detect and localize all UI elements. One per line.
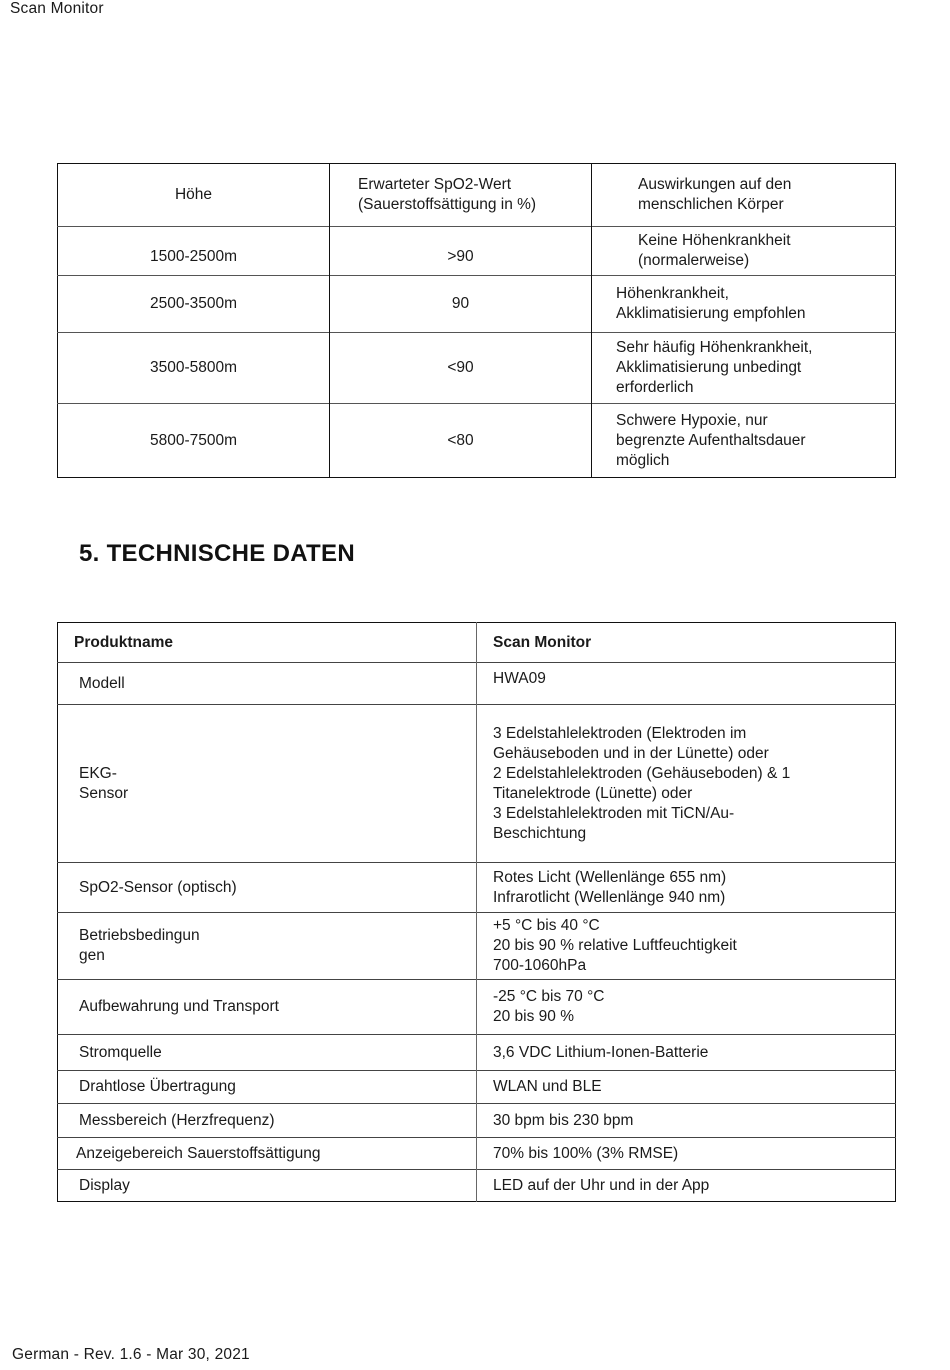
altitude-cell: 2500-3500m: [58, 276, 330, 333]
spec-key: SpO2-Sensor (optisch): [58, 863, 477, 913]
spo2-cell: >90: [330, 227, 592, 276]
altitude-spo2-table: [57, 163, 896, 478]
document-header-title: Scan Monitor: [10, 0, 104, 17]
effect-cell: Keine Höhenkrankheit (normalerweise): [592, 227, 896, 276]
table-row: [58, 1170, 896, 1202]
header-cell-altitude: Höhe: [174, 186, 213, 203]
spec-key: Betriebsbedingun gen: [58, 913, 477, 980]
spec-value: -25 °C bis 70 °C 20 bis 90 %: [477, 980, 896, 1035]
table-row: [58, 1071, 896, 1104]
altitude-cell: 1500-2500m: [58, 227, 330, 276]
spec-key: Anzeigebereich Sauerstoffsättigung: [58, 1138, 477, 1170]
header-cell-expected-spo2: Erwarteter SpO2-Wert (Sauerstoffsättigung in %): [330, 164, 592, 227]
spec-key: EKG- Sensor: [58, 705, 477, 863]
table-row: [58, 1104, 896, 1138]
header-cell-effects: Auswirkungen auf den menschlichen Körper: [592, 164, 896, 227]
spec-value: 70% bis 100% (3% RMSE): [477, 1138, 896, 1170]
effect-cell: Sehr häufig Höhenkrankheit, Akklimatisierung unbedingt erforderlich: [592, 333, 896, 404]
spec-value: +5 °C bis 40 °C 20 bis 90 % relative Luftfeuchtigkeit 700-1060hPa: [477, 913, 896, 980]
table-row: [58, 276, 896, 333]
spec-key: Display: [58, 1170, 477, 1202]
table-header-row: [58, 164, 896, 227]
spec-value: WLAN und BLE: [477, 1071, 896, 1104]
header-cell-product-value: Scan Monitor: [477, 623, 896, 663]
table-row: [58, 705, 896, 863]
header-cell-product-name: Produktname: [74, 633, 174, 651]
spo2-cell: <80: [330, 404, 592, 478]
spec-value: 3 Edelstahlelektroden (Elektroden im Gehäuseboden und in der Lünette) oder 2 Edelstahlelektroden (Gehäuseboden) & 1 Titanelektrode (Lünette) oder 3 Edelstahlelektroden mit TiCN/Au- Beschichtung: [477, 705, 896, 863]
table-row: [58, 980, 896, 1035]
spo2-cell: <90: [330, 333, 592, 404]
table-row: [58, 663, 896, 705]
effect-cell: Höhenkrankheit, Akklimatisierung empfohlen: [592, 276, 896, 333]
table-row: [58, 863, 896, 913]
table-row: [58, 333, 896, 404]
table-row: [58, 227, 896, 276]
technical-data-table: [57, 622, 896, 1202]
table-header-row: [58, 623, 896, 663]
table-row: [58, 404, 896, 478]
spec-key: Drahtlose Übertragung: [58, 1071, 477, 1104]
spec-value: HWA09: [477, 663, 896, 705]
spec-key: Aufbewahrung und Transport: [58, 980, 477, 1035]
document-footer: German - Rev. 1.6 - Mar 30, 2021: [12, 1346, 250, 1363]
spec-value: 30 bpm bis 230 bpm: [477, 1104, 896, 1138]
section-heading: 5. TECHNISCHE DATEN: [79, 540, 355, 567]
effect-cell: Schwere Hypoxie, nur begrenzte Aufenthaltsdauer möglich: [592, 404, 896, 478]
spec-key: Modell: [58, 663, 477, 705]
table-row: [58, 913, 896, 980]
table-row: [58, 1035, 896, 1071]
spo2-cell: 90: [330, 276, 592, 333]
spec-value: Rotes Licht (Wellenlänge 655 nm) Infrarotlicht (Wellenlänge 940 nm): [477, 863, 896, 913]
spec-value: 3,6 VDC Lithium-Ionen-Batterie: [477, 1035, 896, 1071]
spec-value: LED auf der Uhr und in der App: [477, 1170, 896, 1202]
table-row: [58, 1138, 896, 1170]
spec-key: Messbereich (Herzfrequenz): [58, 1104, 477, 1138]
spec-key: Stromquelle: [58, 1035, 477, 1071]
altitude-cell: 3500-5800m: [58, 333, 330, 404]
altitude-cell: 5800-7500m: [58, 404, 330, 478]
